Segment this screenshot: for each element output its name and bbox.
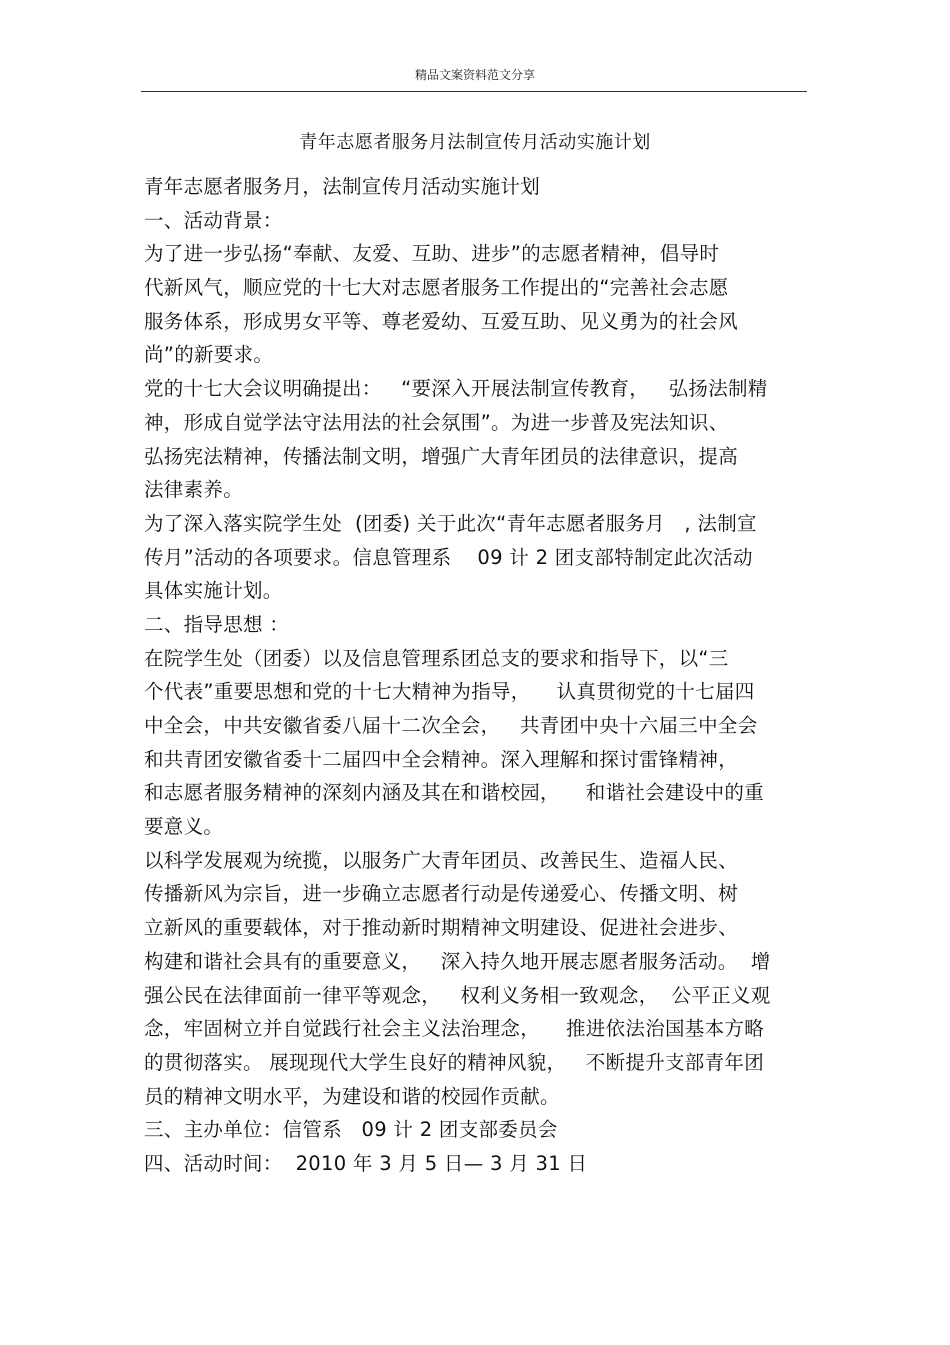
paragraph-line: 党的十七大会议明确提出： “要深入开展法制宣传教育， 弘扬法制精 (144, 377, 768, 401)
paragraph-line: 为了深入落实院学生处 (团委) 关于此次“青年志愿者服务月 , 法制宣 (144, 511, 757, 535)
section-heading-guiding-thought: 二、指导思想 ： (144, 612, 290, 636)
paragraph-line: 强公民在法律面前一律平等观念， 权利义务相一致观念， 公平正义观 (144, 983, 771, 1007)
document-body (144, 170, 809, 1181)
document-title: 青年志愿者服务月法制宣传月活动实施计划 (299, 132, 651, 153)
paragraph-line: 要意义。 (144, 815, 224, 839)
paragraph-line: 员的精神文明水平，为建设和谐的校园作贡献。 (144, 1084, 560, 1108)
section-heading-background: 一、活动背景： (144, 208, 283, 232)
paragraph-line: 具体实施计划。 (144, 579, 283, 603)
paragraph-line: 神，形成自觉学法守法用法的社会氛围”。为进一步普及宪法知识、 (144, 410, 729, 434)
paragraph-line: 个代表”重要思想和党的十七大精神为指导， 认真贯彻党的十七届四 (144, 680, 755, 704)
paragraph-line: 的贯彻落实。 展现现代大学生良好的精神风貌， 不断提升支部青年团 (144, 1050, 764, 1074)
section-heading-organizer: 三、主办单位：信管系 09 计 2 团支部委员会 (144, 1118, 558, 1142)
paragraph-line: 代新风气，顺应党的十七大对志愿者服务工作提出的“完善社会志愿 (144, 276, 729, 300)
paragraph-line: 构建和谐社会具有的重要意义， 深入持久地开展志愿者服务活动。 增 (144, 949, 771, 973)
paragraph-line: 和共青团安徽省委十二届四中全会精神。深入理解和探讨雷锋精神， (144, 747, 739, 771)
paragraph-line: 服务体系，形成男女平等、尊老爱幼、互爱互助、见义勇为的社会风 (144, 309, 739, 333)
page-header-text: 精品文案资料范文分享 (414, 68, 535, 82)
paragraph-line: 在院学生处（团委）以及信息管理系团总支的要求和指导下，以“三 (144, 646, 729, 670)
paragraph-line: 念，牢固树立并自觉践行社会主义法治理念， 推进依法治国基本方略 (144, 1017, 764, 1041)
paragraph-line: 以科学发展观为统揽，以服务广大青年团员、改善民生、造福人民、 (144, 848, 739, 872)
paragraph-line: 和志愿者服务精神的深刻内涵及其在和谐校园， 和谐社会建设中的重 (144, 781, 764, 805)
subtitle-line: 青年志愿者服务月，法制宣传月活动实施计划 (144, 175, 541, 198)
paragraph-line: 尚”的新要求。 (144, 343, 274, 367)
paragraph-line: 为了进一步弘扬“奉献、友爱、互助、进步”的志愿者精神，倡导时 (144, 242, 720, 266)
section-heading-activity-time: 四、活动时间： 2010 年 3 月 5 日— 3 月 31 日 (144, 1151, 588, 1175)
header-divider (141, 91, 807, 92)
paragraph-line: 法律素养。 (144, 478, 244, 502)
paragraph-line: 立新风的重要载体，对于推动新时期精神文明建设、促进社会进步、 (144, 916, 739, 940)
paragraph-line: 传月”活动的各项要求。信息管理系 09 计 2 团支部特制定此次活动 (144, 545, 753, 569)
paragraph-line: 传播新风为宗旨，进一步确立志愿者行动是传递爱心、传播文明、树 (144, 882, 739, 906)
paragraph-line: 中全会，中共安徽省委八届十二次全会， 共青团中央十六届三中全会 (144, 714, 758, 737)
paragraph-line: 弘扬宪法精神，传播法制文明，增强广大青年团员的法律意识，提高 (144, 444, 739, 468)
